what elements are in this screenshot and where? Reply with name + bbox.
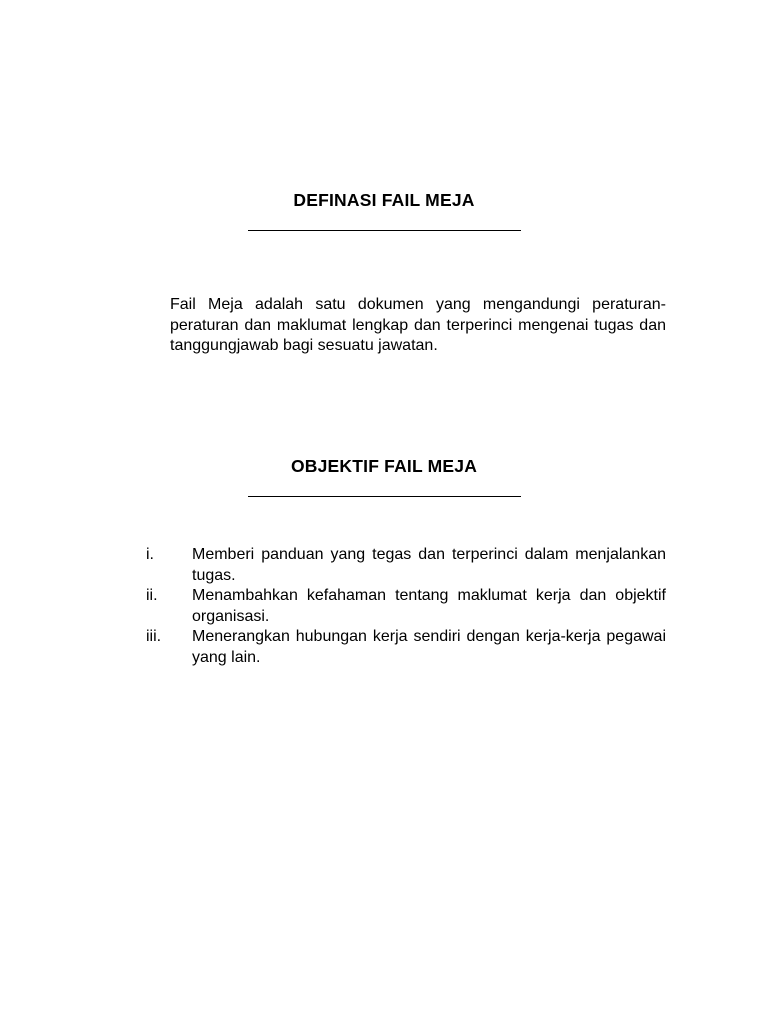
objective-text: Menambahkan kefahaman tentang maklumat kerja dan objektif organisasi. bbox=[192, 587, 666, 625]
objective-number: iii. bbox=[146, 628, 162, 645]
definition-title: DEFINASI FAIL MEJA bbox=[293, 190, 475, 210]
definition-title-underline bbox=[248, 230, 521, 231]
objective-item-3 bbox=[146, 627, 666, 668]
objectives-list bbox=[146, 545, 666, 668]
objective-item-1 bbox=[146, 545, 666, 586]
objective-item-2 bbox=[146, 586, 666, 627]
definition-paragraph: Fail Meja adalah satu dokumen yang mengandungi peraturan-peraturan dan maklumat lengkap dan terperinci mengenai tugas dan tanggungjawab bagi sesuatu jawatan. bbox=[170, 296, 666, 354]
objectives-title: OBJEKTIF FAIL MEJA bbox=[290, 456, 478, 476]
objective-text: Menerangkan hubungan kerja sendiri dengan kerja-kerja pegawai yang lain. bbox=[192, 628, 666, 666]
objective-number: i. bbox=[146, 546, 154, 563]
objective-number: ii. bbox=[146, 587, 158, 604]
objectives-title-underline bbox=[248, 496, 521, 497]
objective-text: Memberi panduan yang tegas dan terperinci dalam menjalankan tugas. bbox=[192, 546, 666, 584]
